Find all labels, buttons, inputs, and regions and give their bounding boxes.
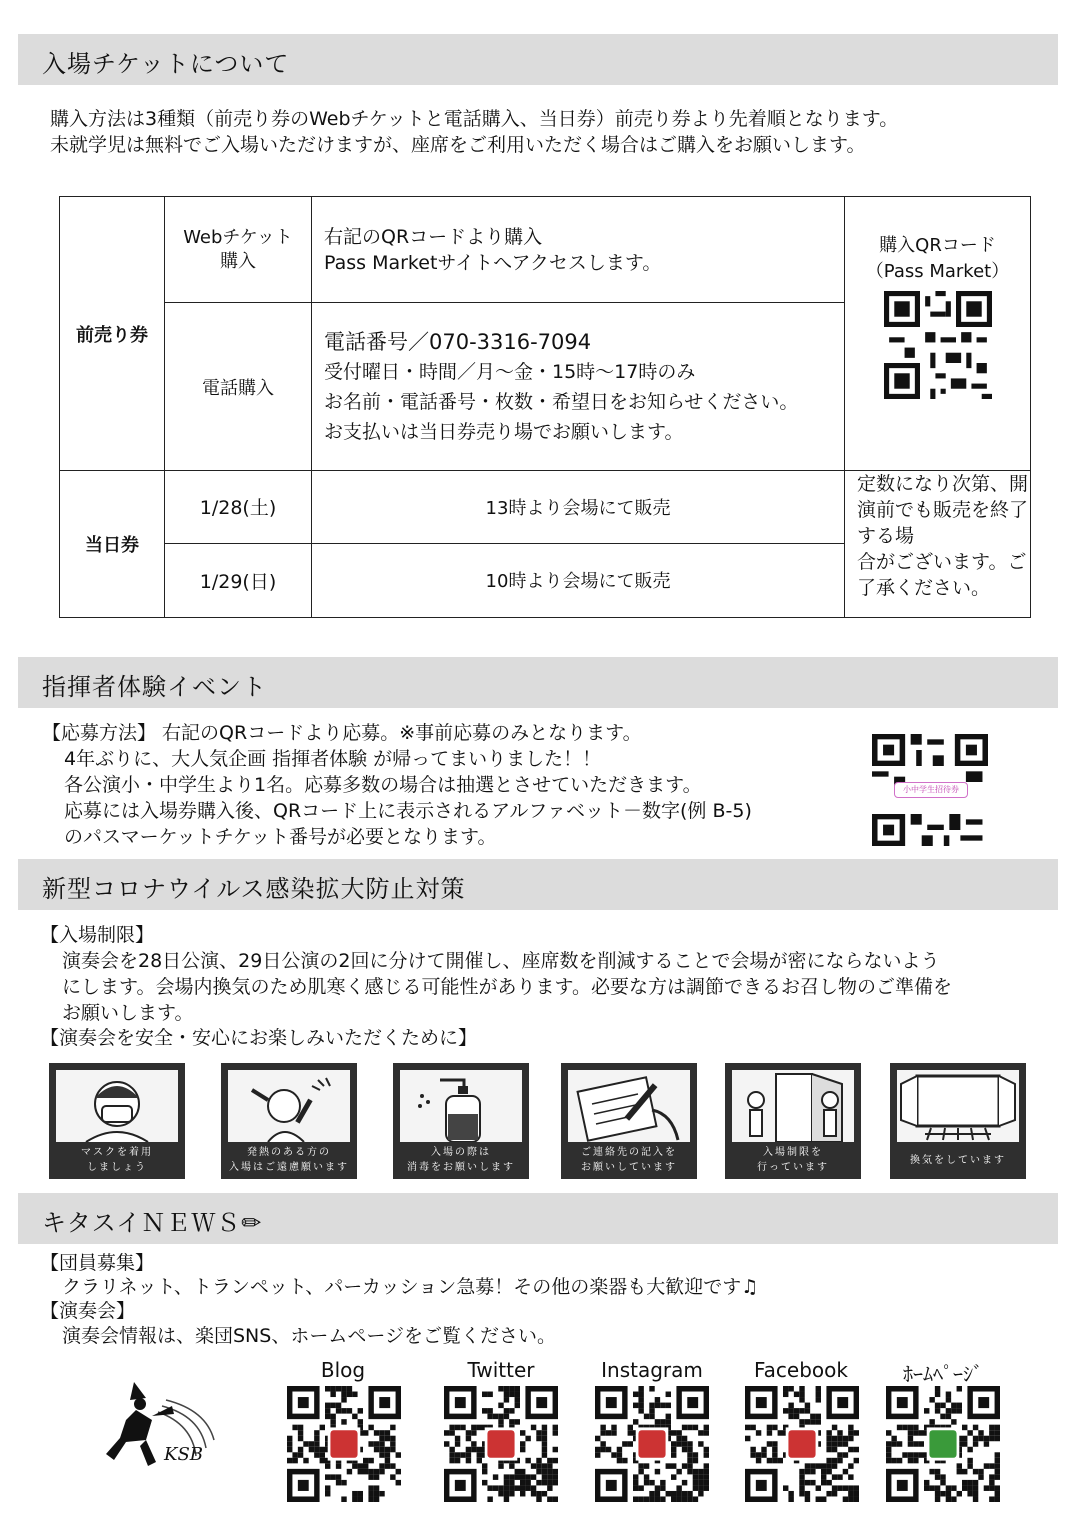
advance-label: 前売り券: [60, 197, 165, 471]
homepage-qr-code[interactable]: [886, 1386, 1000, 1502]
pictogram-ventilation: 換気をしています: [890, 1063, 1026, 1179]
recruit-heading: 【団員募集】: [40, 1252, 155, 1274]
facebook-label: Facebook: [754, 1358, 848, 1382]
section-header-news: [18, 1193, 1058, 1244]
entry-limit-icon: [732, 1070, 854, 1142]
day1-info: 13時より会場にて販売: [312, 471, 845, 544]
instagram-qr-code[interactable]: [595, 1386, 709, 1502]
blog-label: Blog: [320, 1358, 366, 1382]
tickets-intro-1: 購入方法は3種類（前売り券のWebチケットと電話購入、当日券）前売り券より先着順となります。: [50, 108, 899, 130]
web-label: Webチケット 購入: [165, 197, 312, 303]
pictogram-fever: 発熱のある方の 入場はご遠慮願います: [221, 1063, 357, 1179]
sameday-label: 当日券: [60, 471, 165, 618]
day1-date: 1/28(土): [165, 471, 312, 544]
window-icon: [897, 1070, 1019, 1142]
section-header-tickets: [18, 34, 1058, 85]
recruit-text: クラリネット、トランペット、パーカッション急募！その他の楽器も大歓迎です♫: [62, 1276, 759, 1298]
sameday-note: 定数になり次第、開演前でも販売を終了する場 合がございます。ご了承ください。: [845, 471, 1031, 618]
twitter-qr-code[interactable]: [444, 1386, 558, 1502]
conductor-qr-code[interactable]: [872, 734, 988, 846]
entry-line-1: 演奏会を28日公演、29日公演の2回に分けて開催し、座席数を削減することで会場が密にならないよう: [62, 950, 940, 972]
conductor-line-4: 応募には入場券購入後、QRコード上に表示されるアルファベット－数字(例 B-5): [64, 800, 752, 822]
purchase-qr-cell: 購入QRコード （Pass Market）: [845, 197, 1031, 471]
twitter-label: Twitter: [467, 1358, 535, 1382]
conductor-line-3: 各公演小・中学生より1名。応募多数の場合は抽選とさせていただきます。: [64, 774, 702, 796]
conductor-line-1: 【応募方法】 右記のQRコードより応募。※事前応募のみとなります。: [42, 722, 642, 744]
blog-qr-code[interactable]: [287, 1386, 401, 1502]
section-title: 新型コロナウイルス感染拡大防止対策: [42, 875, 466, 903]
homepage-label: ﾎｰﾑﾍﾟｰｼﾞ: [903, 1362, 983, 1386]
sanitizer-icon: [400, 1070, 522, 1142]
conductor-line-5: のパスマーケットチケット番号が必要となります。: [64, 826, 497, 848]
section-title: キタスイＮＥＷＳ✏: [42, 1209, 263, 1237]
phone-label: 電話購入: [165, 303, 312, 471]
concert-heading: 【演奏会】: [40, 1300, 136, 1322]
section-header-conductor: [18, 657, 1058, 708]
section-title: 入場チケットについて: [42, 50, 290, 78]
tickets-intro-2: 未就学児は無料でご入場いただけますが、座席をご利用いただく場合はご購入をお願いします。: [50, 134, 866, 156]
pictogram-writing: ご連絡先の記入を お願いしています: [561, 1063, 697, 1179]
day2-date: 1/29(日): [165, 543, 312, 617]
section-header-corona: [18, 859, 1058, 910]
conductor-line-2: 4年ぶりに、大人気企画 指揮者体験 が帰ってまいりました！！: [64, 748, 602, 770]
mask-icon: [56, 1070, 178, 1142]
web-desc: 右記のQRコードより購入 Pass Marketサイトへアクセスします。: [312, 197, 845, 303]
section-title: 指揮者体験イベント: [42, 673, 267, 701]
pictogram-mask: マスクを着用 しましょう: [49, 1063, 185, 1179]
writing-icon: [568, 1070, 690, 1142]
instagram-label: Instagram: [601, 1358, 703, 1382]
concert-text: 演奏会情報は、楽団SNS、ホームページをご覧ください。: [62, 1325, 556, 1347]
svg-text:KSB: KSB: [164, 1444, 204, 1465]
fever-icon: [228, 1070, 350, 1142]
day2-info: 10時より会場にて販売: [312, 543, 845, 617]
pictogram-entry-limit: 入場制限を 行っています: [725, 1063, 861, 1179]
purchase-qr-code[interactable]: [884, 291, 992, 399]
conductor-qr-label: 小中学生招待券: [894, 782, 968, 798]
entry-heading: 【入場制限】: [40, 924, 155, 946]
pictogram-sanitizer: 入場の際は 消毒をお願いします: [393, 1063, 529, 1179]
ticket-table: [59, 196, 1031, 618]
facebook-qr-code[interactable]: [745, 1386, 859, 1502]
phone-desc: 電話番号／070-3316-7094 受付曜日・時間／月～金・15時～17時のみ お名前・電話番号・枚数・希望日をお知らせください。 お支払いは当日券売り場でお願いします。: [312, 303, 845, 471]
entry-line-3: お願いします。: [62, 1002, 194, 1024]
ksb-logo: [96, 1380, 222, 1476]
entry-line-2: にします。会場内換気のため肌寒く感じる可能性があります。必要な方は調節できるお召し物のご準備を: [62, 976, 952, 998]
safety-heading: 【演奏会を安全・安心にお楽しみいただくために】: [40, 1027, 478, 1049]
